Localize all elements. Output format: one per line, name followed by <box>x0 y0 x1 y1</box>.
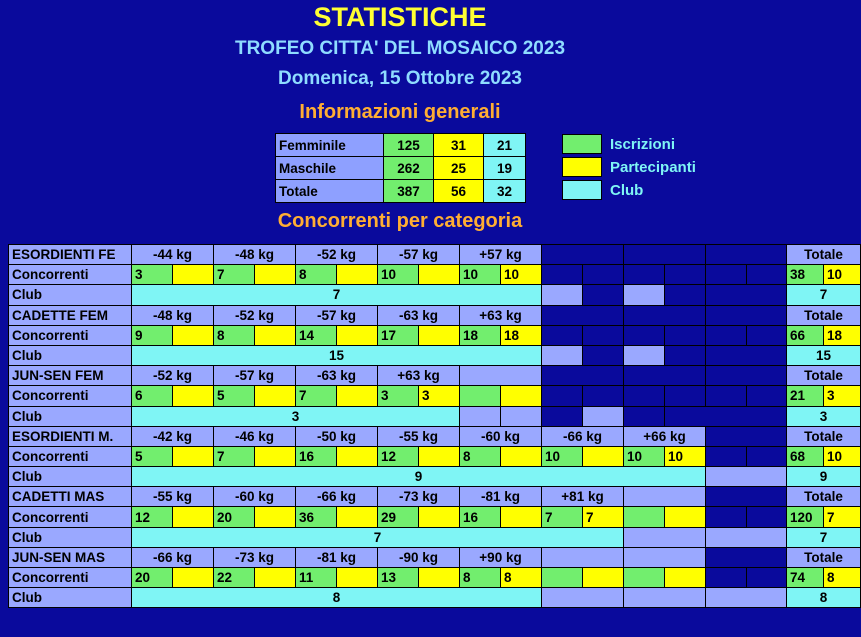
weight-class-header: -63 kg <box>378 305 460 325</box>
competitors-row <box>9 507 861 527</box>
total-iscrizioni-cell: 120 <box>787 507 824 527</box>
total-header: Totale <box>787 547 861 567</box>
partecipanti-cell <box>173 265 214 285</box>
weight-class-header: -73 kg <box>378 487 460 507</box>
weight-class-header: +57 kg <box>460 245 542 265</box>
empty-cell <box>706 507 747 527</box>
weight-class-header: -63 kg <box>296 366 378 386</box>
empty-cell <box>583 406 624 426</box>
partecipanti-cell: 10 <box>501 265 542 285</box>
competitors-label: Concorrenti <box>9 446 132 466</box>
general-club-cell: 21 <box>484 134 526 157</box>
empty-cell <box>542 265 583 285</box>
category-name: CADETTI MAS <box>9 487 132 507</box>
club-label: Club <box>9 588 132 608</box>
weight-class-header: +90 kg <box>460 547 542 567</box>
event-subtitle: TROFEO CITTA' DEL MOSAICO 2023 <box>234 38 566 59</box>
weight-class-header <box>624 487 706 507</box>
partecipanti-cell <box>419 446 460 466</box>
general-iscrizioni-cell: 262 <box>384 157 434 180</box>
general-club-cell: 19 <box>484 157 526 180</box>
weight-class-header: -57 kg <box>214 366 296 386</box>
iscrizioni-cell: 16 <box>296 446 337 466</box>
weight-class-header: -57 kg <box>296 305 378 325</box>
weight-class-header <box>706 487 787 507</box>
weight-class-header: -60 kg <box>214 487 296 507</box>
weight-class-header: -55 kg <box>132 487 214 507</box>
total-club-cell: 15 <box>787 345 861 365</box>
iscrizioni-cell: 9 <box>132 325 173 345</box>
iscrizioni-cell <box>542 568 583 588</box>
total-iscrizioni-cell: 38 <box>787 265 824 285</box>
weight-class-header: -50 kg <box>296 426 378 446</box>
partecipanti-cell: 3 <box>419 386 460 406</box>
general-info-table <box>275 133 526 203</box>
empty-cell <box>542 406 583 426</box>
partecipanti-cell <box>337 446 378 466</box>
total-header: Totale <box>787 487 861 507</box>
club-row <box>9 527 861 547</box>
iscrizioni-cell: 5 <box>214 386 255 406</box>
empty-cell <box>747 325 787 345</box>
iscrizioni-cell <box>624 507 665 527</box>
weight-class-header <box>624 305 706 325</box>
total-club-cell: 7 <box>787 527 861 547</box>
iscrizioni-cell: 7 <box>214 265 255 285</box>
total-club-cell: 3 <box>787 406 861 426</box>
weight-class-header <box>542 547 624 567</box>
weight-class-header: -42 kg <box>132 426 214 446</box>
total-club-cell: 7 <box>787 285 861 305</box>
weight-class-header <box>706 245 787 265</box>
weight-class-header: -52 kg <box>214 305 296 325</box>
empty-cell <box>624 285 665 305</box>
iscrizioni-cell: 10 <box>624 446 665 466</box>
legend-label: Partecipanti <box>610 159 696 176</box>
competitors-row <box>9 265 861 285</box>
legend-label: Club <box>610 182 644 199</box>
iscrizioni-cell: 7 <box>214 446 255 466</box>
weight-class-header <box>542 305 624 325</box>
competitors-label: Concorrenti <box>9 265 132 285</box>
partecipanti-cell <box>255 507 296 527</box>
partecipanti-cell: 18 <box>501 325 542 345</box>
weight-class-header: -73 kg <box>214 547 296 567</box>
weight-class-header: -66 kg <box>542 426 624 446</box>
weight-class-header <box>706 366 787 386</box>
weight-class-header <box>706 426 787 446</box>
partecipanti-cell <box>583 568 624 588</box>
general-iscrizioni-cell: 125 <box>384 134 434 157</box>
empty-cell <box>542 345 583 365</box>
empty-cell <box>706 527 787 547</box>
partecipanti-cell <box>173 386 214 406</box>
weight-class-header: -66 kg <box>296 487 378 507</box>
empty-cell <box>624 386 665 406</box>
club-row <box>9 406 861 426</box>
empty-cell <box>706 325 747 345</box>
club-row <box>9 285 861 305</box>
empty-cell <box>583 265 624 285</box>
empty-cell <box>665 325 706 345</box>
empty-cell <box>624 588 706 608</box>
iscrizioni-cell: 20 <box>214 507 255 527</box>
category-header-row <box>9 305 861 325</box>
category-table <box>8 244 861 608</box>
empty-cell <box>706 568 747 588</box>
club-label: Club <box>9 467 132 487</box>
weight-class-header <box>460 366 542 386</box>
general-iscrizioni-cell: 387 <box>384 180 434 203</box>
empty-cell <box>460 406 501 426</box>
total-header: Totale <box>787 366 861 386</box>
competitors-label: Concorrenti <box>9 325 132 345</box>
club-row <box>9 345 861 365</box>
empty-cell <box>542 285 583 305</box>
partecipanti-cell <box>665 507 706 527</box>
category-header-row <box>9 245 861 265</box>
weight-class-header: -57 kg <box>378 245 460 265</box>
partecipanti-cell: 8 <box>501 568 542 588</box>
total-header: Totale <box>787 245 861 265</box>
weight-class-header <box>624 366 706 386</box>
club-label: Club <box>9 345 132 365</box>
partecipanti-cell <box>255 446 296 466</box>
club-count-cell: 7 <box>132 527 624 547</box>
club-label: Club <box>9 406 132 426</box>
category-header-row <box>9 366 861 386</box>
partecipanti-cell <box>337 386 378 406</box>
iscrizioni-cell: 8 <box>460 568 501 588</box>
weight-class-header <box>706 547 787 567</box>
iscrizioni-cell: 11 <box>296 568 337 588</box>
total-iscrizioni-cell: 66 <box>787 325 824 345</box>
total-iscrizioni-cell: 21 <box>787 386 824 406</box>
competitors-label: Concorrenti <box>9 386 132 406</box>
category-header-row <box>9 547 861 567</box>
general-info-heading: Informazioni generali <box>299 101 501 123</box>
empty-cell <box>624 527 706 547</box>
empty-cell <box>583 345 624 365</box>
iscrizioni-cell: 3 <box>378 386 419 406</box>
empty-cell <box>665 345 706 365</box>
partecipanti-cell <box>419 568 460 588</box>
club-count-cell: 7 <box>132 285 542 305</box>
partecipanti-cell <box>501 386 542 406</box>
partecipanti-cell <box>501 507 542 527</box>
general-club-cell: 32 <box>484 180 526 203</box>
empty-cell <box>583 325 624 345</box>
iscrizioni-cell <box>460 386 501 406</box>
iscrizioni-cell: 13 <box>378 568 419 588</box>
club-label: Club <box>9 527 132 547</box>
general-row-label: Femminile <box>276 134 384 157</box>
iscrizioni-cell: 10 <box>542 446 583 466</box>
general-partecipanti-cell: 25 <box>434 157 484 180</box>
weight-class-header: -48 kg <box>132 305 214 325</box>
iscrizioni-cell: 29 <box>378 507 419 527</box>
iscrizioni-cell: 6 <box>132 386 173 406</box>
empty-cell <box>706 588 787 608</box>
total-header: Totale <box>787 426 861 446</box>
club-row <box>9 467 861 487</box>
category-name: ESORDIENTI M. <box>9 426 132 446</box>
competitors-label: Concorrenti <box>9 568 132 588</box>
partecipanti-cell <box>337 507 378 527</box>
weight-class-header: -66 kg <box>132 547 214 567</box>
iscrizioni-cell: 8 <box>296 265 337 285</box>
page-title: STATISTICHE <box>313 2 487 32</box>
partecipanti-cell <box>255 568 296 588</box>
general-partecipanti-cell: 56 <box>434 180 484 203</box>
iscrizioni-cell: 8 <box>214 325 255 345</box>
weight-class-header: -52 kg <box>132 366 214 386</box>
iscrizioni-cell: 3 <box>132 265 173 285</box>
empty-cell <box>747 507 787 527</box>
legend-swatch <box>562 180 602 200</box>
iscrizioni-cell: 17 <box>378 325 419 345</box>
weight-class-header <box>542 366 624 386</box>
club-label: Club <box>9 285 132 305</box>
legend-swatch <box>562 157 602 177</box>
general-row <box>276 134 526 157</box>
category-name: JUN-SEN MAS <box>9 547 132 567</box>
iscrizioni-cell: 16 <box>460 507 501 527</box>
total-partecipanti-cell: 3 <box>824 386 861 406</box>
general-row-label: Totale <box>276 180 384 203</box>
weight-class-header: -60 kg <box>460 426 542 446</box>
iscrizioni-cell: 10 <box>460 265 501 285</box>
club-count-cell: 15 <box>132 345 542 365</box>
weight-class-header <box>706 305 787 325</box>
category-name: JUN-SEN FEM <box>9 366 132 386</box>
partecipanti-cell <box>173 325 214 345</box>
partecipanti-cell <box>419 325 460 345</box>
empty-cell <box>706 386 747 406</box>
iscrizioni-cell: 7 <box>542 507 583 527</box>
empty-cell <box>624 265 665 285</box>
empty-cell <box>747 568 787 588</box>
partecipanti-cell <box>255 386 296 406</box>
empty-cell <box>706 265 747 285</box>
general-row <box>276 157 526 180</box>
iscrizioni-cell: 12 <box>132 507 173 527</box>
category-header-row <box>9 487 861 507</box>
competitors-label: Concorrenti <box>9 507 132 527</box>
total-iscrizioni-cell: 68 <box>787 446 824 466</box>
total-club-cell: 9 <box>787 467 861 487</box>
partecipanti-cell <box>173 446 214 466</box>
iscrizioni-cell: 10 <box>378 265 419 285</box>
weight-class-header: -90 kg <box>378 547 460 567</box>
total-partecipanti-cell: 10 <box>824 446 861 466</box>
total-club-cell: 8 <box>787 588 861 608</box>
empty-cell <box>501 406 542 426</box>
empty-cell <box>624 345 665 365</box>
empty-cell <box>665 265 706 285</box>
weight-class-header: -46 kg <box>214 426 296 446</box>
weight-class-header <box>624 245 706 265</box>
partecipanti-cell: 10 <box>665 446 706 466</box>
iscrizioni-cell: 20 <box>132 568 173 588</box>
empty-cell <box>583 386 624 406</box>
category-header-row <box>9 426 861 446</box>
category-heading: Concorrenti per categoria <box>277 210 523 232</box>
general-row <box>276 180 526 203</box>
partecipanti-cell <box>337 568 378 588</box>
weight-class-header <box>542 245 624 265</box>
partecipanti-cell <box>419 265 460 285</box>
empty-cell <box>747 386 787 406</box>
total-header: Totale <box>787 305 861 325</box>
partecipanti-cell: 7 <box>583 507 624 527</box>
partecipanti-cell <box>337 265 378 285</box>
weight-class-header: +81 kg <box>542 487 624 507</box>
empty-cell <box>542 325 583 345</box>
empty-cell <box>706 467 787 487</box>
partecipanti-cell <box>173 507 214 527</box>
club-count-cell: 9 <box>132 467 706 487</box>
weight-class-header: -81 kg <box>460 487 542 507</box>
club-row <box>9 588 861 608</box>
empty-cell <box>542 386 583 406</box>
partecipanti-cell <box>583 446 624 466</box>
empty-cell <box>747 265 787 285</box>
general-partecipanti-cell: 31 <box>434 134 484 157</box>
empty-cell <box>665 285 706 305</box>
weight-class-header: -52 kg <box>296 245 378 265</box>
weight-class-header <box>624 547 706 567</box>
partecipanti-cell <box>173 568 214 588</box>
partecipanti-cell <box>501 446 542 466</box>
weight-class-header: +66 kg <box>624 426 706 446</box>
competitors-row <box>9 386 861 406</box>
total-partecipanti-cell: 7 <box>824 507 861 527</box>
total-iscrizioni-cell: 74 <box>787 568 824 588</box>
general-row-label: Maschile <box>276 157 384 180</box>
weight-class-header: -44 kg <box>132 245 214 265</box>
iscrizioni-cell: 8 <box>460 446 501 466</box>
competitors-row <box>9 568 861 588</box>
partecipanti-cell <box>665 568 706 588</box>
weight-class-header: -55 kg <box>378 426 460 446</box>
partecipanti-cell <box>255 265 296 285</box>
total-partecipanti-cell: 10 <box>824 265 861 285</box>
total-partecipanti-cell: 8 <box>824 568 861 588</box>
iscrizioni-cell: 14 <box>296 325 337 345</box>
empty-cell <box>665 406 787 426</box>
empty-cell <box>624 406 665 426</box>
competitors-row <box>9 325 861 345</box>
partecipanti-cell <box>255 325 296 345</box>
legend-swatch <box>562 134 602 154</box>
iscrizioni-cell: 7 <box>296 386 337 406</box>
empty-cell <box>542 588 624 608</box>
legend-label: Iscrizioni <box>610 136 676 153</box>
event-date: Domenica, 15 Ottobre 2023 <box>278 68 522 89</box>
empty-cell <box>624 325 665 345</box>
empty-cell <box>665 386 706 406</box>
empty-cell <box>706 345 787 365</box>
category-name: ESORDIENTI FE <box>9 245 132 265</box>
club-count-cell: 3 <box>132 406 460 426</box>
iscrizioni-cell: 5 <box>132 446 173 466</box>
total-partecipanti-cell: 18 <box>824 325 861 345</box>
empty-cell <box>706 446 747 466</box>
competitors-row <box>9 446 861 466</box>
empty-cell <box>747 446 787 466</box>
weight-class-header: -81 kg <box>296 547 378 567</box>
club-count-cell: 8 <box>132 588 542 608</box>
empty-cell <box>583 285 624 305</box>
weight-class-header: +63 kg <box>378 366 460 386</box>
weight-class-header: -48 kg <box>214 245 296 265</box>
empty-cell <box>706 285 787 305</box>
iscrizioni-cell: 12 <box>378 446 419 466</box>
iscrizioni-cell: 36 <box>296 507 337 527</box>
partecipanti-cell <box>337 325 378 345</box>
iscrizioni-cell: 18 <box>460 325 501 345</box>
iscrizioni-cell <box>624 568 665 588</box>
iscrizioni-cell: 22 <box>214 568 255 588</box>
category-name: CADETTE FEM <box>9 305 132 325</box>
partecipanti-cell <box>419 507 460 527</box>
weight-class-header: +63 kg <box>460 305 542 325</box>
